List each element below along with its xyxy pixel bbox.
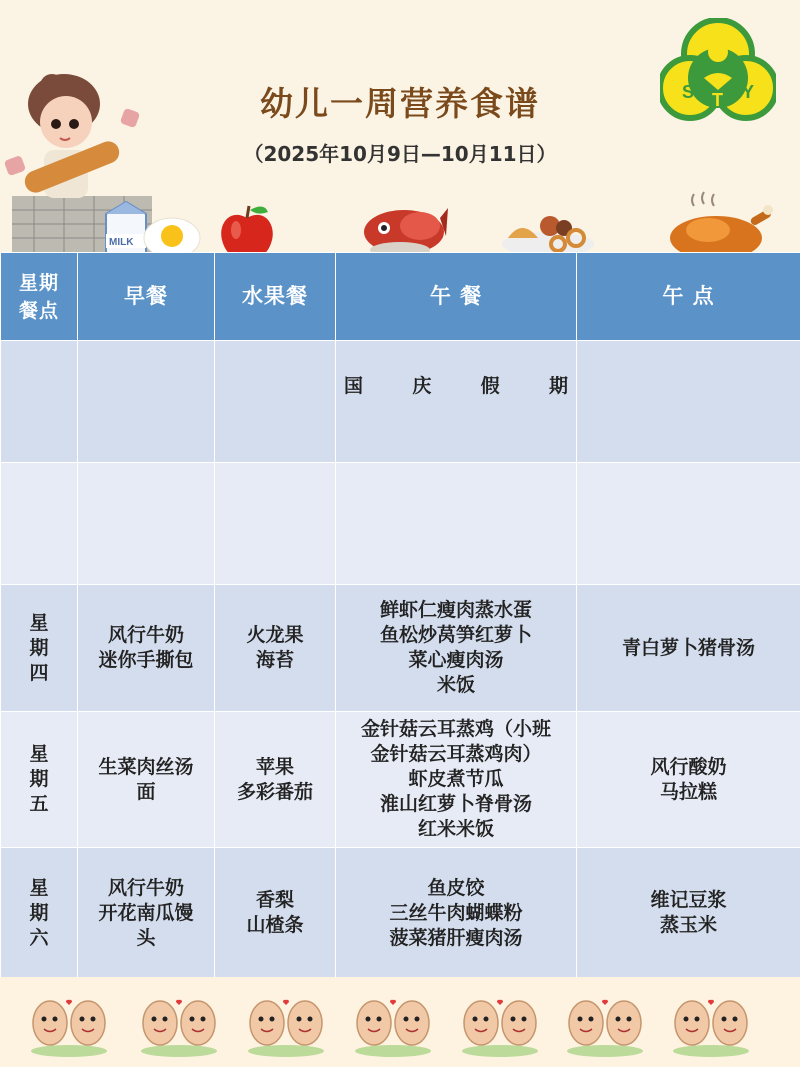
page-title: 幼儿一周营养食谱 bbox=[260, 84, 540, 123]
egg-couple-icon bbox=[247, 987, 325, 1059]
fruit-cell: 苹果 多彩番茄 bbox=[215, 712, 336, 848]
egg-couple-icon bbox=[672, 987, 750, 1059]
egg-couple-icon bbox=[30, 987, 108, 1059]
menu-table bbox=[0, 252, 800, 979]
lunch-cell: 鲜虾仁瘦肉蒸水蛋 鱼松炒莴笋红萝卜 菜心瘦肉汤 米饭 bbox=[336, 585, 577, 712]
egg-couple-icon bbox=[140, 987, 218, 1059]
table-row bbox=[1, 585, 800, 712]
corner-label-day: 星期 bbox=[18, 271, 59, 294]
egg-couple-icon bbox=[461, 987, 539, 1059]
holiday-label: 国 庆 假 期 bbox=[344, 375, 568, 397]
day-cell: 星 期 四 bbox=[1, 585, 78, 712]
corner-label-meal: 餐点 bbox=[18, 299, 59, 322]
holiday-cell bbox=[336, 341, 577, 463]
svg-text:S: S bbox=[682, 82, 695, 102]
egg-couple-icon bbox=[354, 987, 432, 1059]
fruit-cell: 火龙果 海苔 bbox=[215, 585, 336, 712]
day-cell: 星 期 五 bbox=[1, 712, 78, 848]
column-header-snack: 午 点 bbox=[577, 253, 800, 341]
svg-text:T: T bbox=[712, 90, 723, 110]
date-range: （2025年10月9日—10月11日） bbox=[243, 142, 557, 166]
svg-text:Y: Y bbox=[742, 82, 755, 102]
breakfast-cell: 风行牛奶 迷你手撕包 bbox=[78, 585, 215, 712]
snack-cell: 风行酸奶 马拉糕 bbox=[577, 712, 800, 848]
table-row bbox=[1, 341, 800, 463]
column-header-fruit: 水果餐 bbox=[215, 253, 336, 341]
lunch-cell: 鱼皮饺 三丝牛肉蝴蝶粉 菠菜猪肝瘦肉汤 bbox=[336, 848, 577, 979]
egg-couple-icon bbox=[566, 987, 644, 1059]
snack-cell: 维记豆浆 蒸玉米 bbox=[577, 848, 800, 979]
table-row bbox=[1, 712, 800, 848]
column-header-lunch: 午 餐 bbox=[336, 253, 577, 341]
table-header-row bbox=[1, 253, 800, 341]
breakfast-cell: 风行牛奶 开花南瓜馒 头 bbox=[78, 848, 215, 979]
snack-cell: 青白萝卜猪骨汤 bbox=[577, 585, 800, 712]
fruit-cell: 香梨 山楂条 bbox=[215, 848, 336, 979]
lunch-cell: 金针菇云耳蒸鸡（小班 金针菇云耳蒸鸡肉） 虾皮煮节瓜 淮山红萝卜脊骨汤 红米米饭 bbox=[336, 712, 577, 848]
day-cell: 星 期 六 bbox=[1, 848, 78, 979]
footer-decoration bbox=[0, 977, 800, 1067]
header bbox=[0, 0, 800, 252]
svg-text:MILK: MILK bbox=[109, 237, 134, 248]
table-row bbox=[1, 848, 800, 979]
logo-icon bbox=[660, 18, 776, 122]
column-header-breakfast: 早餐 bbox=[78, 253, 215, 341]
header-corner bbox=[1, 253, 78, 341]
table-row bbox=[1, 463, 800, 585]
breakfast-cell: 生菜肉丝汤 面 bbox=[78, 712, 215, 848]
